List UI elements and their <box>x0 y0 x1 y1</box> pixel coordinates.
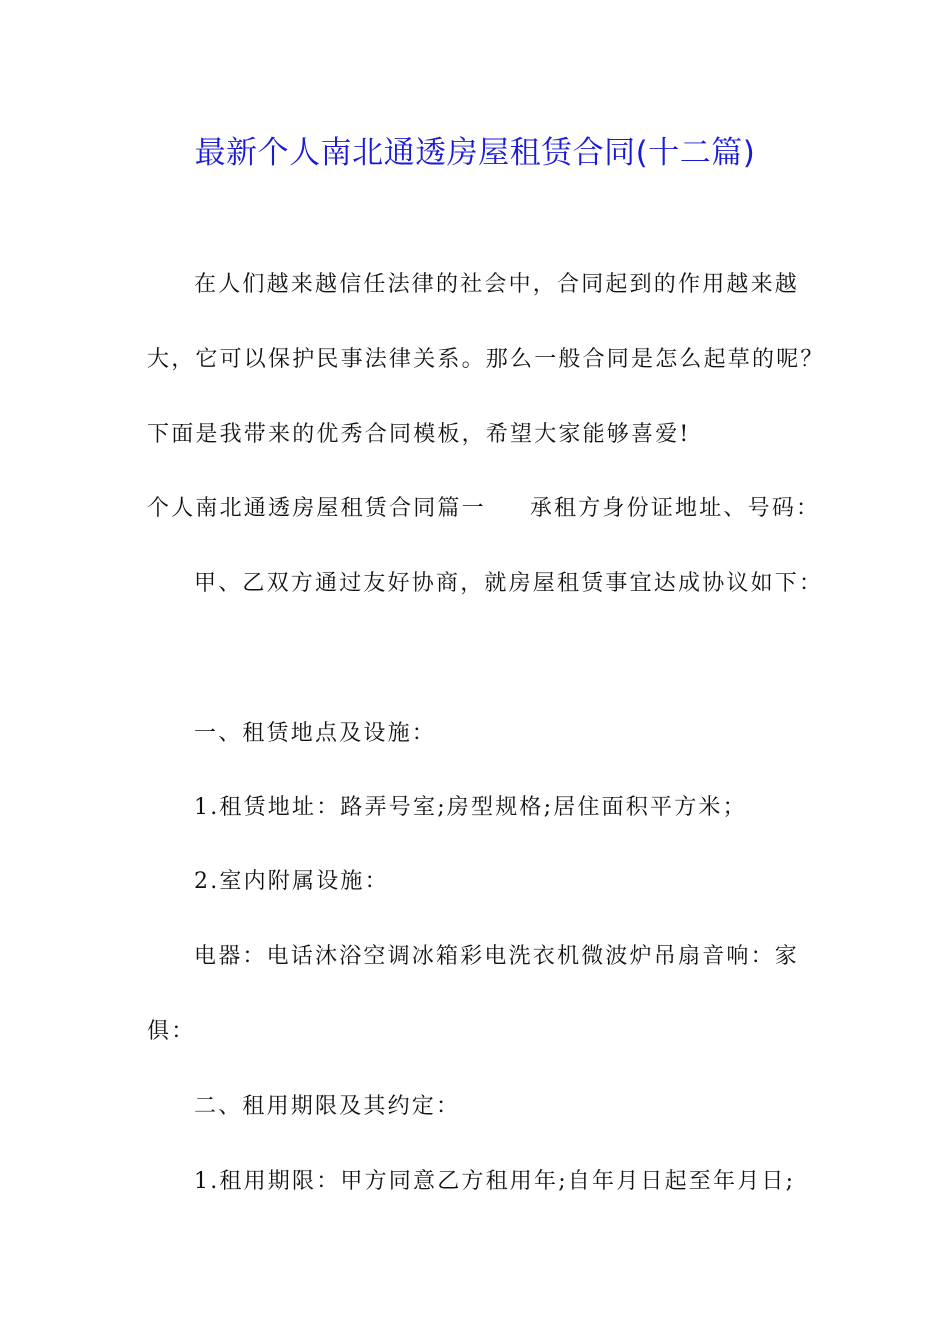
paragraph-line: 大，它可以保护民事法律关系。那么一般合同是怎么起草的呢？ <box>147 347 825 372</box>
clause-item: 1.租用期限：甲方同意乙方租用年;自年月日起至年月日; <box>194 1169 796 1194</box>
clause-heading: 二、租用期限及其约定： <box>194 1094 461 1119</box>
clause-item: 2.室内附属设施： <box>194 869 389 894</box>
paragraph-line: 在人们越来越信任法律的社会中，合同起到的作用越来越 <box>194 272 800 297</box>
clause-item-continued: 俱： <box>147 1019 196 1044</box>
clause-heading: 一、租赁地点及设施： <box>194 721 437 746</box>
paragraph-line: 下面是我带来的优秀合同模板，希望大家能够喜爱! <box>147 422 691 447</box>
section-heading-line <box>147 492 827 526</box>
clause-item: 1.租赁地址：路弄号室;房型规格;居住面积平方米； <box>194 795 747 820</box>
document-title: 最新个人南北通透房屋租赁合同(十二篇) <box>194 135 756 171</box>
clause-item: 电器：电话沐浴空调冰箱彩电洗衣机微波炉吊扇音响：家 <box>194 944 800 969</box>
tenant-id-label: 承租方身份证地址、号码： <box>529 496 821 521</box>
paragraph-line: 甲、乙双方通过友好协商，就房屋租赁事宜达成协议如下： <box>194 571 824 596</box>
section-heading: 个人南北通透房屋租赁合同篇一 <box>147 496 486 521</box>
